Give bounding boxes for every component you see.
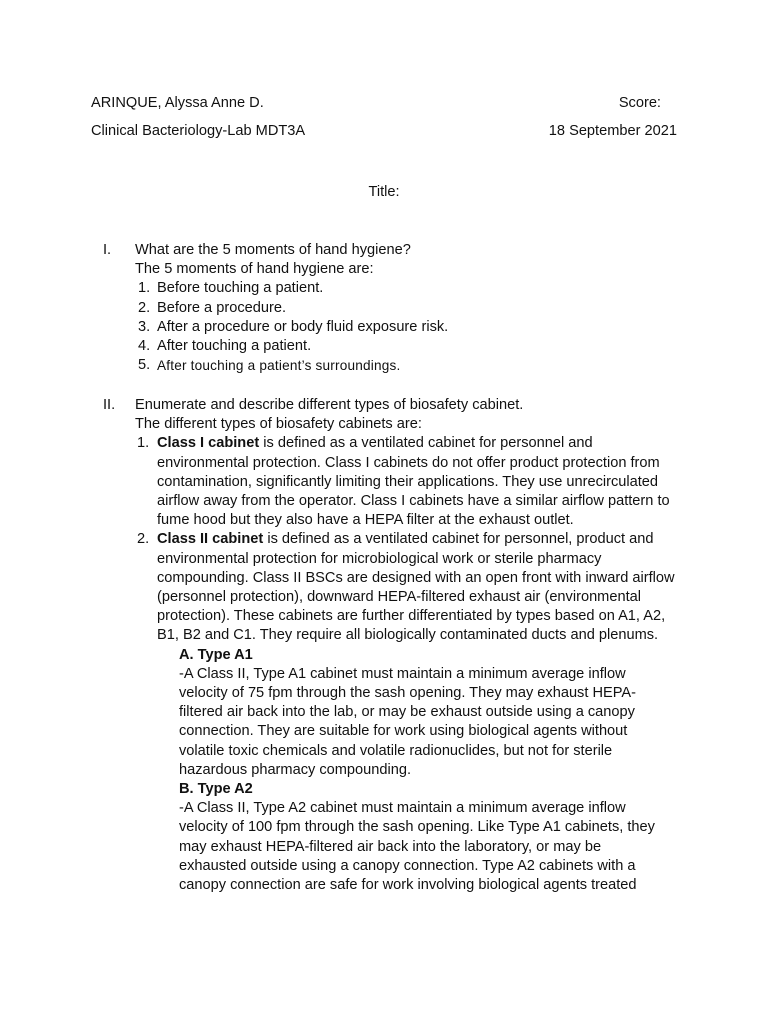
list-item bbox=[135, 299, 695, 318]
student-name: ARINQUE, Alyssa Anne D. bbox=[91, 95, 264, 111]
section-2-numeral: II. bbox=[103, 397, 116, 413]
list-item-number: 1. bbox=[138, 280, 151, 297]
section-1-numeral: I. bbox=[103, 242, 112, 258]
type-a1-heading: A. Type A1 bbox=[179, 646, 253, 663]
list-item-text: After touching a patient. bbox=[157, 338, 312, 355]
cabinet-number: 1. bbox=[137, 435, 150, 452]
list-item bbox=[135, 356, 695, 376]
hand-hygiene-list bbox=[135, 279, 695, 376]
cabinet-number: 2. bbox=[137, 531, 150, 548]
course-name: Clinical Bacteriology-Lab MDT3A bbox=[91, 123, 306, 139]
date: 18 September 2021 bbox=[548, 123, 677, 139]
list-item-text: After touching a patient’s surroundings. bbox=[157, 358, 401, 374]
cabinet-class-2 bbox=[135, 530, 685, 895]
list-item bbox=[135, 318, 695, 337]
type-a2-text: -A Class II, Type A2 cabinet must maintain a minimum average inflow velocity of 100 fpm through the sash opening. Like Type A1 cabinets, they may exhaust HEPA-filtered air back into the laboratory, or may be exhausted outside using a canopy connection. Type A2 cabinets with a canopy connection are safe for work involving biological agents treated bbox=[179, 800, 655, 894]
title-label: Title: bbox=[368, 184, 400, 200]
score-label: Score: bbox=[618, 95, 661, 111]
cabinet-description: is defined as a ventilated cabinet for personnel, product and environmental protection for microbiological work or sterile pharmacy compounding. Class II BSCs are designed with an open front with inward airflow (personnel protection), downward HEPA-filtered exhaust air (environmental protection). These cabinets are further differentiated by types based on A1, A2, B1, B2 and C1. They require all biologically contaminated ducts and plenums. bbox=[157, 531, 675, 644]
list-item-text: Before a procedure. bbox=[157, 299, 286, 316]
list-item bbox=[135, 279, 695, 298]
list-item bbox=[135, 337, 695, 356]
section-2-intro: The different types of biosafety cabinets are: bbox=[135, 416, 422, 433]
cabinet-class-1 bbox=[135, 434, 685, 530]
list-item-number: 2. bbox=[138, 299, 151, 316]
list-item-text: After a procedure or body fluid exposure risk. bbox=[157, 318, 449, 335]
cabinet-name: Class II cabinet bbox=[157, 531, 264, 548]
type-a2 bbox=[179, 780, 669, 895]
list-item-number: 3. bbox=[138, 318, 151, 335]
section-1-intro: The 5 moments of hand hygiene are: bbox=[135, 261, 374, 278]
type-a2-heading: B. Type A2 bbox=[179, 781, 253, 798]
type-a1-text: -A Class II, Type A1 cabinet must maintain a minimum average inflow velocity of 75 fpm through the sash opening. They may exhaust HEPA-filtered air back into the lab, or may be exhaust outside using a canopy connection. They are suitable for work using biological agents without volatile toxic chemicals and volatile radionuclides, but not for sterile hazardous pharmacy compounding. bbox=[179, 665, 636, 778]
section-2-body bbox=[135, 396, 695, 895]
list-item-number: 5. bbox=[138, 357, 151, 374]
list-item-number: 4. bbox=[138, 338, 151, 355]
section-1-body bbox=[135, 241, 695, 376]
type-a1 bbox=[179, 646, 669, 780]
cabinet-name: Class I cabinet bbox=[157, 435, 260, 452]
section-2-question: Enumerate and describe different types of biosafety cabinet. bbox=[135, 397, 524, 413]
cabinet-description: is defined as a ventilated cabinet for personnel and environmental protection. Class I cabinets do not offer product protection from contamination, significantly limiting their applications. They use unrecirculated airflow away from the operator. Class I cabinets have a similar airflow pattern to fume hood but they also have a HEPA filter at the exhaust outlet. bbox=[157, 435, 670, 529]
list-item-text: Before touching a patient. bbox=[157, 280, 324, 297]
section-1-question: What are the 5 moments of hand hygiene? bbox=[135, 242, 411, 258]
